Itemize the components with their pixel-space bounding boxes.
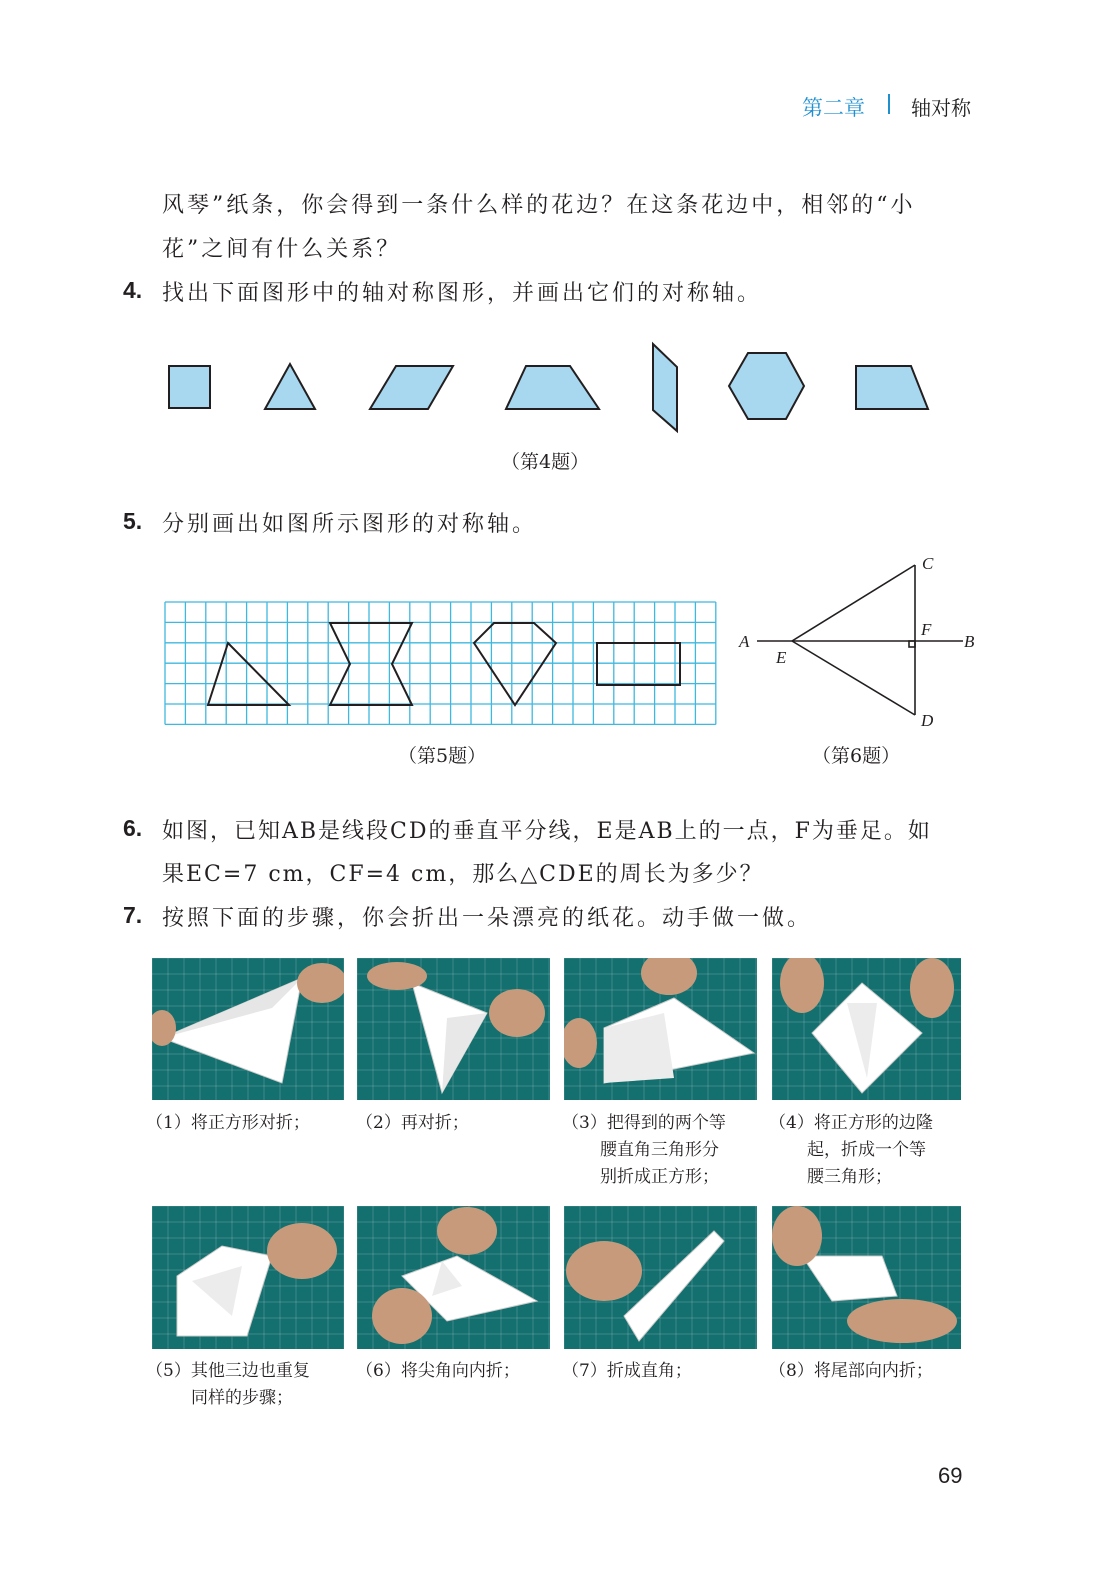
q7-text: 按照下面的步骤，你会折出一朵漂亮的纸花。动手做一做。 [162,906,813,931]
label-b: B [964,632,975,651]
step-1-caption: （1）将正方形对折； [146,1113,310,1133]
q6-line-2: 果EC=7 cm，CF=4 cm，那么△CDE的周长为多少？ [162,862,764,887]
step-6-photo [357,1206,550,1349]
step-4-caption: （4）将正方形的边隆 起，折成一个等 腰三角形； [769,1113,933,1187]
chapter-title: 轴对称 [911,96,971,120]
page-number: 69 [938,1463,963,1488]
step-4-photo [772,958,961,1100]
q5-grid-figure [164,601,726,728]
step-7-photo [564,1206,757,1349]
q6-figure [735,550,985,735]
q7-number: 7. [123,902,143,928]
q3-line-1: 风琴”纸条，你会得到一条什么样的花边？在这条花边中，相邻的“小 [162,193,916,218]
q5-caption: （第5题） [398,745,487,767]
label-e: E [776,648,787,667]
step-5-photo [152,1206,344,1349]
step-1-photo [152,958,344,1100]
step-3-photo [564,958,757,1100]
header-divider [888,94,890,114]
step-6-caption: （6）将尖角向内折； [356,1361,520,1381]
grid-triangle [208,643,289,705]
q4-shapes-figure [150,330,950,440]
label-d: D [921,711,934,730]
segment-ed [792,641,915,715]
thin-parallelogram-shape [653,344,677,431]
right-angle-mark [909,641,915,647]
grid-hourglass [330,623,412,705]
right-trapezoid-shape [856,366,928,409]
step-8-caption: （8）将尾部向内折； [769,1361,933,1381]
step-5-caption: （5）其他三边也重复 同样的步骤； [146,1361,310,1408]
step-2-caption: （2）再对折； [356,1113,469,1133]
q4-caption: （第4题） [501,451,590,473]
parallelogram-shape [370,366,453,409]
segment-ec [792,565,915,641]
hexagon-shape [729,353,804,419]
q4-number: 4. [123,277,143,303]
q4-text: 找出下面图形中的轴对称图形，并画出它们的对称轴。 [162,281,763,306]
step-3-caption: （3）把得到的两个等 腰直角三角形分 别折成正方形； [562,1113,726,1187]
q5-number: 5. [123,508,143,534]
square-shape [169,366,210,408]
q6-number: 6. [123,815,143,841]
chapter-label: 第二章 [802,96,865,120]
q6-figure-caption: （第6题） [812,745,901,767]
step-7-caption: （7）折成直角； [562,1361,692,1381]
label-c: C [922,554,934,573]
grid-pentagon [474,623,556,705]
step-8-photo [772,1206,961,1349]
q5-text: 分别画出如图所示图形的对称轴。 [162,512,538,537]
q6-line-1: 如图，已知AB是线段CD的垂直平分线，E是AB上的一点，F为垂足。如 [162,819,932,844]
grid-rectangle [597,643,680,685]
q3-line-2: 花”之间有什么关系？ [162,237,402,262]
label-f: F [921,620,932,639]
trapezoid-shape [506,366,599,409]
label-a: A [739,632,750,651]
triangle-shape [265,364,315,409]
step-2-photo [357,958,550,1100]
